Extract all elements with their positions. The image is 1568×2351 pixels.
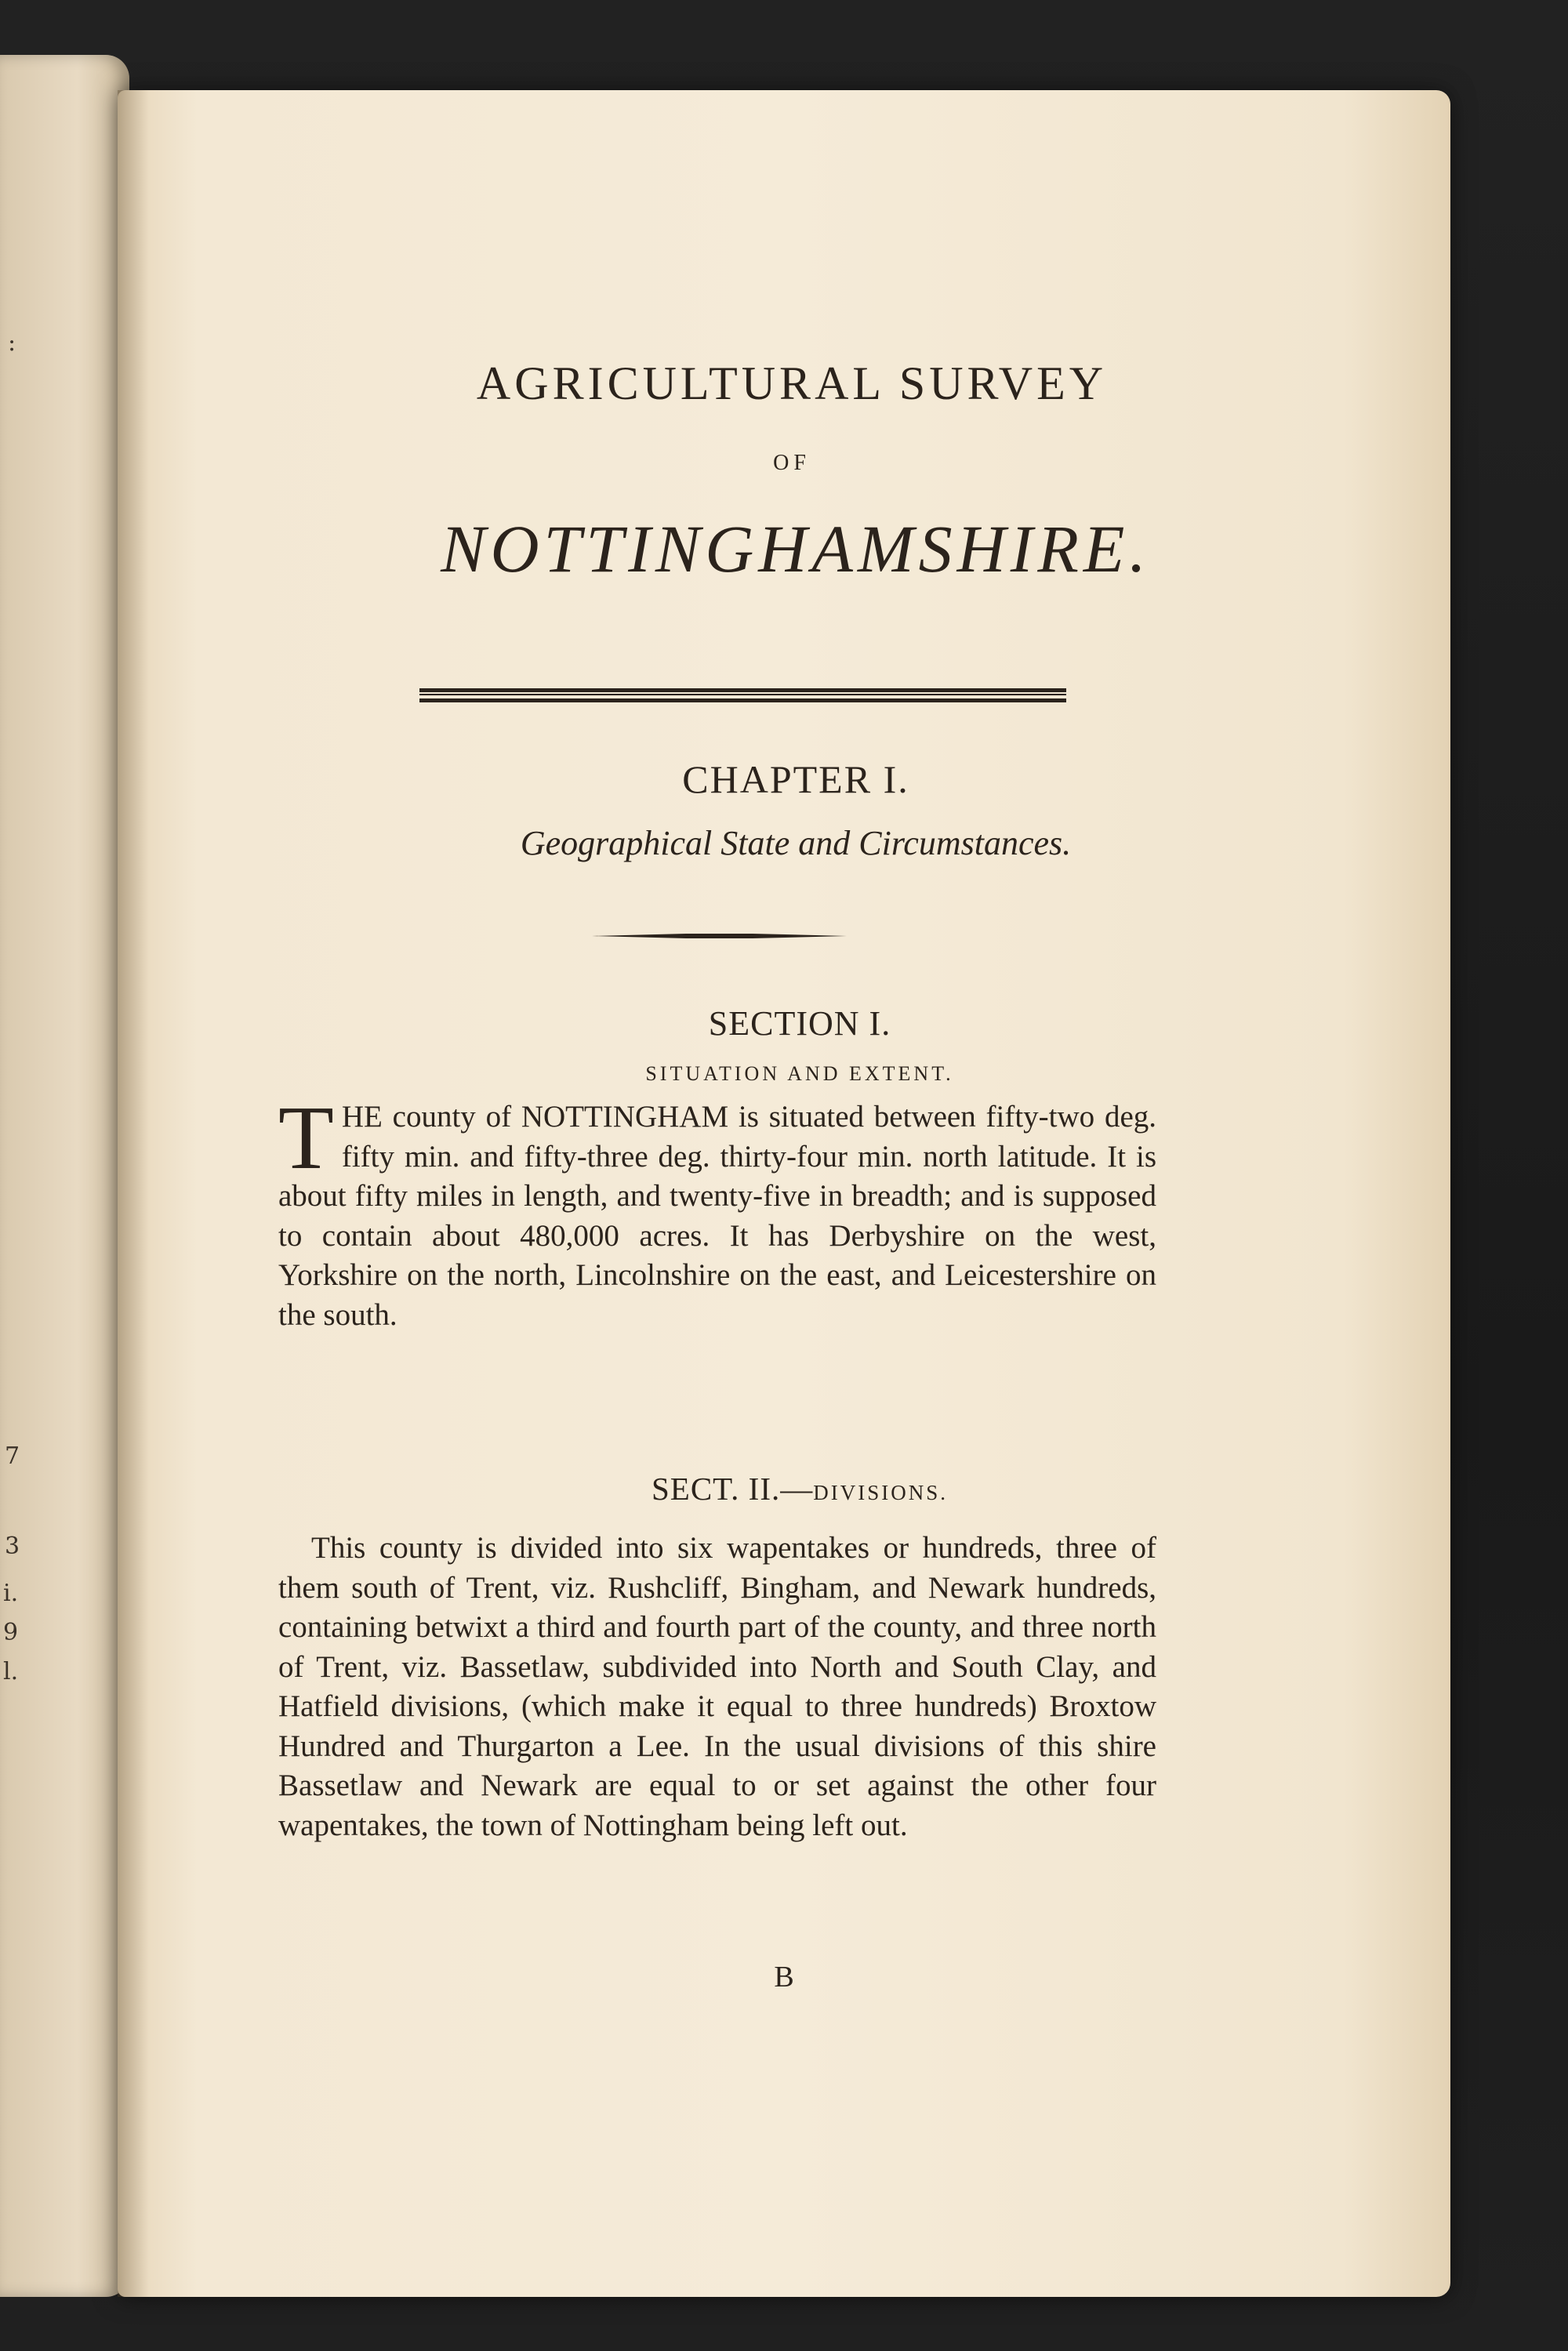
chapter-subtitle: Geographical State and Circumstances. — [520, 824, 1072, 862]
margin-mark: l. — [3, 1658, 19, 1685]
left-page-edge — [0, 55, 129, 2297]
margin-mark: 7 — [5, 1442, 20, 1470]
section-2-heading — [118, 1470, 1450, 1507]
section-heading: SECTION I. — [708, 1004, 891, 1043]
section-1-text: HE county of NOTTINGHAM is situated between fifty-two deg. fifty min. and fifty-three deg. thirty-four min. north latitude. It is about fifty miles in length, and twenty-five in breadth; and is supposed to contain about 480,000 acres. It has Derbyshire on the west, Yorkshire on the north, Lincolnshire on the east, and Leicestershire on the south. — [278, 1100, 1156, 1332]
tapered-rule-divider — [592, 933, 847, 939]
chapter-heading: CHAPTER I. — [682, 757, 909, 801]
county-title: NOTTINGHAMSHIRE. — [441, 511, 1151, 586]
survey-title: AGRICULTURAL SURVEY — [476, 357, 1108, 409]
section-subheading: SITUATION AND EXTENT. — [645, 1062, 954, 1085]
section-1-paragraph — [278, 1088, 1156, 1335]
margin-mark: 9 — [3, 1619, 19, 1646]
drop-cap: T — [278, 1088, 334, 1188]
double-rule-divider — [419, 688, 1066, 702]
title-of: OF — [773, 451, 811, 475]
margin-mark: : — [8, 329, 16, 357]
section-2-prefix: SECT. II.— — [651, 1471, 814, 1507]
section-2-paragraph — [278, 1529, 1156, 1845]
signature-mark: B — [774, 1961, 794, 1994]
section-2-text: This county is divided into six wapentakes or hundreds, three of them south of Trent, viz. Rushcliff, Bingham, and Newark hundreds, containing betwixt a third and fourth part of the county, and three north of Trent, viz. Bassetlaw, subdivided into North and South Clay, and Hatfield divisions, (which make it equal to three hundreds) Broxtow Hundred and Thurgarton a Lee. In the usual divisions of this shire Bassetlaw and Newark are equal to or set against the other four wapentakes, the town of Nottingham being left out. — [278, 1531, 1156, 1842]
margin-mark: i. — [3, 1580, 19, 1607]
section-2-label: DIVISIONS. — [813, 1481, 948, 1504]
margin-mark: 3 — [5, 1533, 20, 1560]
